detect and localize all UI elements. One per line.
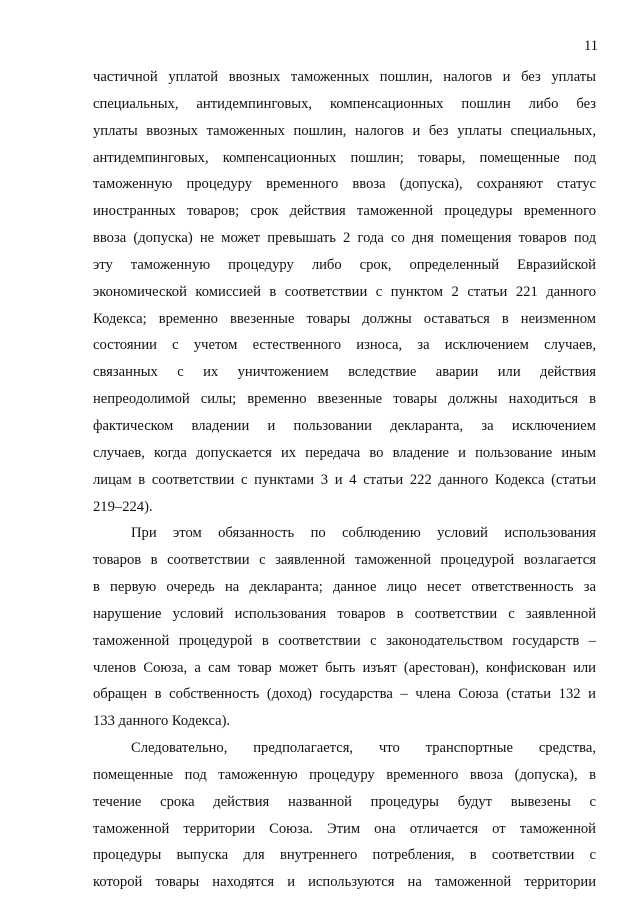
text-line: 133 данного Кодекса). (93, 713, 231, 730)
text-line: обращен в собственность (доход) государства – члена Союза (статьи 132 и (93, 686, 596, 703)
text-line: нарушение условий использования товаров в соответствии с заявленной (93, 605, 596, 622)
text-line: членов Союза, а сам товар может быть изъят (арестован), конфискован или (93, 659, 596, 676)
text-line: непреодолимой силы; временно ввезенные товары должны находиться в (93, 391, 596, 408)
paragraph-3 (93, 735, 596, 896)
text-line: ввоза (допуска) не может превышать 2 года со дня помещения товаров под (93, 230, 596, 247)
text-line: 219–224). (93, 498, 153, 515)
paragraph-2 (93, 520, 596, 735)
text-line: При этом обязанность по соблюдению условий использования (131, 525, 596, 542)
text-line: товаров в соответствии с заявленной таможенной процедурой возлагается (93, 552, 596, 569)
text-line: которой товары находятся и используются на таможенной территории (93, 874, 596, 891)
text-line: помещенные под таможенную процедуру временного ввоза (допуска), в (93, 766, 596, 783)
body-text (93, 64, 596, 896)
text-line: случаев, когда допускается их передача во владение и пользование иным (93, 444, 596, 461)
text-line: таможенной процедурой в соответствии с законодательством государств – (93, 632, 596, 649)
text-line: связанных с их уничтожением вследствие аварии или действия (93, 364, 596, 381)
text-line: таможенную процедуру временного ввоза (допуска), сохраняют статус (93, 176, 596, 193)
paragraph-1 (93, 64, 596, 520)
text-line: лицам в соответствии с пунктами 3 и 4 статьи 222 данного Кодекса (статьи (93, 471, 596, 488)
page-number: 11 (584, 38, 598, 54)
text-line: таможенной территории Союза. Этим она отличается от таможенной (93, 820, 596, 837)
text-line: фактическом владении и пользовании декларанта, за исключением (93, 417, 596, 434)
text-line: специальных, антидемпинговых, компенсационных пошлин либо без (93, 95, 596, 112)
text-line: эту таможенную процедуру либо срок, определенный Евразийской (93, 256, 596, 273)
text-line: уплаты ввозных таможенных пошлин, налогов и без уплаты специальных, (93, 122, 596, 139)
text-line: состоянии с учетом естественного износа, за исключением случаев, (93, 337, 596, 354)
text-line: антидемпинговых, компенсационных пошлин; товары, помещенные под (93, 149, 596, 166)
text-line: Кодекса; временно ввезенные товары должны оставаться в неизменном (93, 310, 596, 327)
text-line: течение срока действия названной процедуры будут вывезены с (93, 793, 596, 810)
text-line: Следовательно, предполагается, что транспортные средства, (131, 740, 596, 757)
text-line: частичной уплатой ввозных таможенных пошлин, налогов и без уплаты (93, 69, 596, 85)
text-line: в первую очередь на декларанта; данное лицо несет ответственность за (93, 579, 596, 596)
text-line: процедуры выпуска для внутреннего потребления, в соответствии с (93, 847, 596, 864)
text-line: иностранных товаров; срок действия таможенной процедуры временного (93, 203, 596, 220)
text-line: экономической комиссией в соответствии с пунктом 2 статьи 221 данного (93, 283, 596, 300)
